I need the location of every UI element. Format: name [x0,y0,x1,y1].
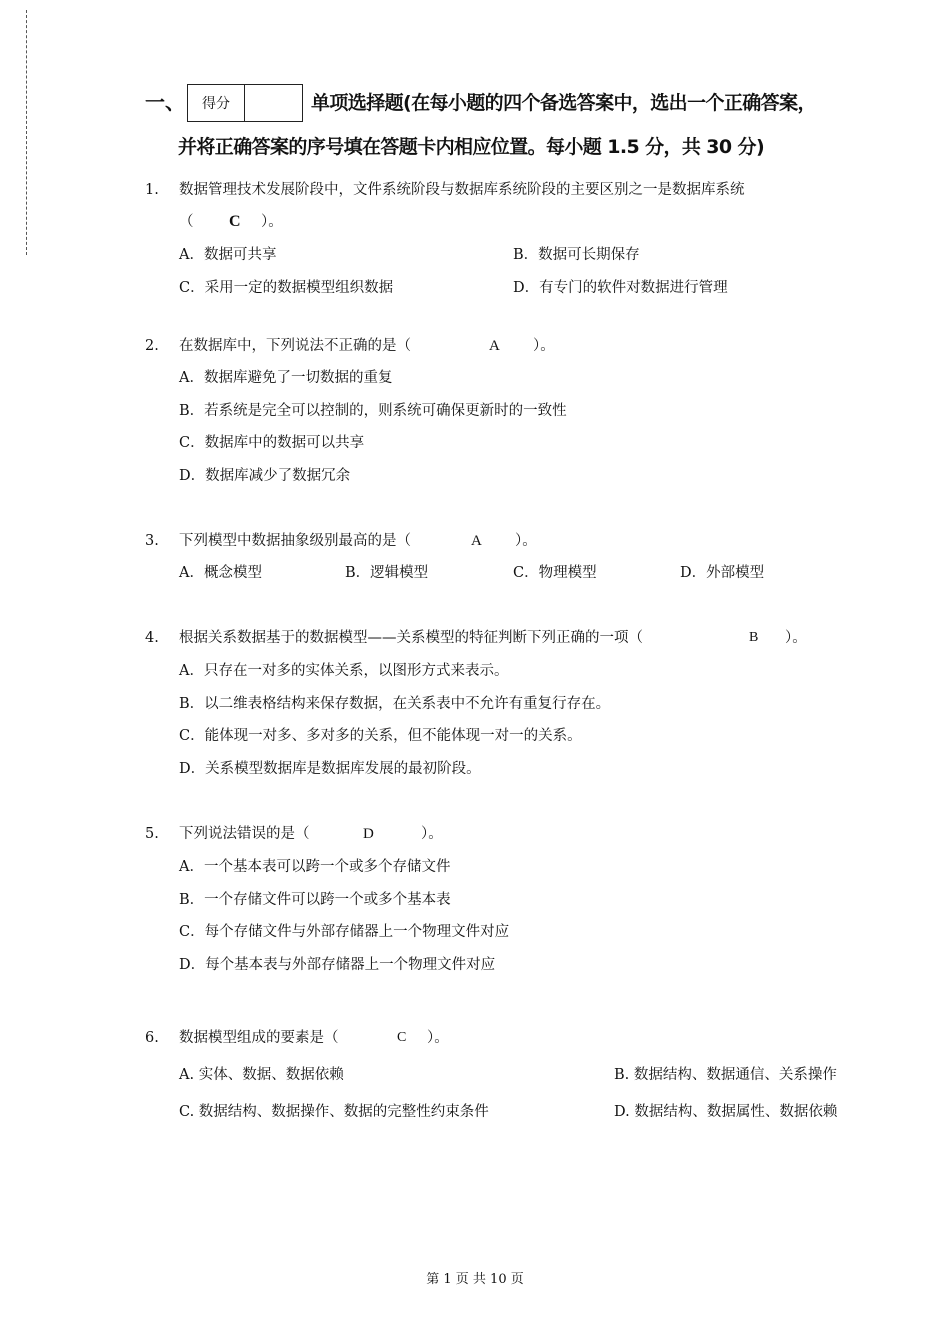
paren-close: ）。 [427,1030,449,1046]
question-stem: 数据管理技术发展阶段中，文件系统阶段与数据库系统阶段的主要区别之一是数据库系统 [179,182,745,198]
score-label: 得分 [188,85,245,121]
option-d: D．关系模型数据库是数据库发展的最初阶段。 [179,761,481,777]
score-box [187,84,303,122]
question-stem: 下列模型中数据抽象级别最高的是（ [179,533,411,549]
paren-close: ）。 [261,214,283,230]
question-5 [145,824,915,973]
question-stem: 数据模型组成的要素是（ [179,1030,339,1046]
option-d: D．有专门的软件对数据进行管理 [513,280,728,296]
option-a: A．只存在一对多的实体关系，以图形方式来表示。 [179,663,509,679]
answer: C [397,1030,407,1045]
answer: D [363,826,374,842]
paren-close: ）。 [421,826,443,842]
option-c: C. 数据结构、数据操作、数据的完整性约束条件 [179,1104,489,1120]
question-6 [145,1028,915,1120]
score-value [245,85,302,121]
paren-close: ）。 [533,338,555,354]
option-c: C．物理模型 [513,565,597,581]
question-stem-line [145,628,915,648]
question-stem-line [145,1028,915,1048]
option-d: D. 数据结构、数据属性、数据依赖 [614,1104,838,1120]
question-2 [145,336,915,484]
answer: B [749,630,759,645]
option-d: D．外部模型 [680,565,765,581]
question-stem: 在数据库中，下列说法不正确的是（ [179,338,411,354]
option-c: C．采用一定的数据模型组织数据 [179,280,394,296]
section-title-line2: 并将正确答案的序号填在答题卡内相应位置。每小题 1.5 分，共 30 分) [178,136,765,158]
question-stem: 下列说法错误的是（ [179,826,310,842]
answer: C [229,213,241,230]
answer: A [489,338,500,354]
question-number: 2. [145,338,159,354]
paren-close: ）。 [515,533,537,549]
option-b: B．数据可长期保存 [513,247,640,263]
option-b: B．以二维表格结构来保存数据，在关系表中不允许有重复行存在。 [179,696,611,712]
paren-close: ）。 [785,630,807,646]
question-number: 5. [145,826,159,842]
question-4 [145,628,915,777]
option-b: B. 数据结构、数据通信、关系操作 [614,1067,837,1083]
question-stem-line [145,336,915,356]
question-stem: 根据关系数据基于的数据模型——关系模型的特征判断下列正确的一项（ [179,630,643,646]
question-stem-line [145,824,915,844]
section-number: 一、 [145,90,185,114]
option-b: B．逻辑模型 [345,565,429,581]
option-a: A．数据库避免了一切数据的重复 [179,370,393,386]
binding-line [26,10,27,255]
option-c: C．能体现一对多、多对多的关系，但不能体现一对一的关系。 [179,728,582,744]
option-a: A. 实体、数据、数据依赖 [179,1067,344,1083]
question-3 [145,531,915,581]
option-b: B．若系统是完全可以控制的，则系统可确保更新时的一致性 [179,403,567,419]
question-1 [145,180,915,296]
option-a: A．一个基本表可以跨一个或多个存储文件 [179,859,451,875]
section-title-line1: 单项选择题(在每小题的四个备选答案中，选出一个正确答案， [311,92,816,114]
option-b: B．一个存储文件可以跨一个或多个基本表 [179,892,451,908]
question-number: 4. [145,630,159,646]
option-d: D．每个基本表与外部存储器上一个物理文件对应 [179,957,496,973]
question-number: 3. [145,533,159,549]
page-footer: 第 1 页 共 10 页 [426,1272,524,1287]
option-a: A．概念模型 [179,565,262,581]
paren-open: （ [179,214,194,230]
option-a: A．数据可共享 [179,247,277,263]
question-number: 6. [145,1030,159,1046]
question-stem-cont [145,212,915,232]
answer: A [471,533,482,549]
question-number: 1. [145,182,159,198]
question-stem-line [145,531,915,551]
option-d: D．数据库减少了数据冗余 [179,468,351,484]
option-c: C．数据库中的数据可以共享 [179,435,365,451]
option-c: C．每个存储文件与外部存储器上一个物理文件对应 [179,924,510,940]
question-stem-line [145,180,915,200]
